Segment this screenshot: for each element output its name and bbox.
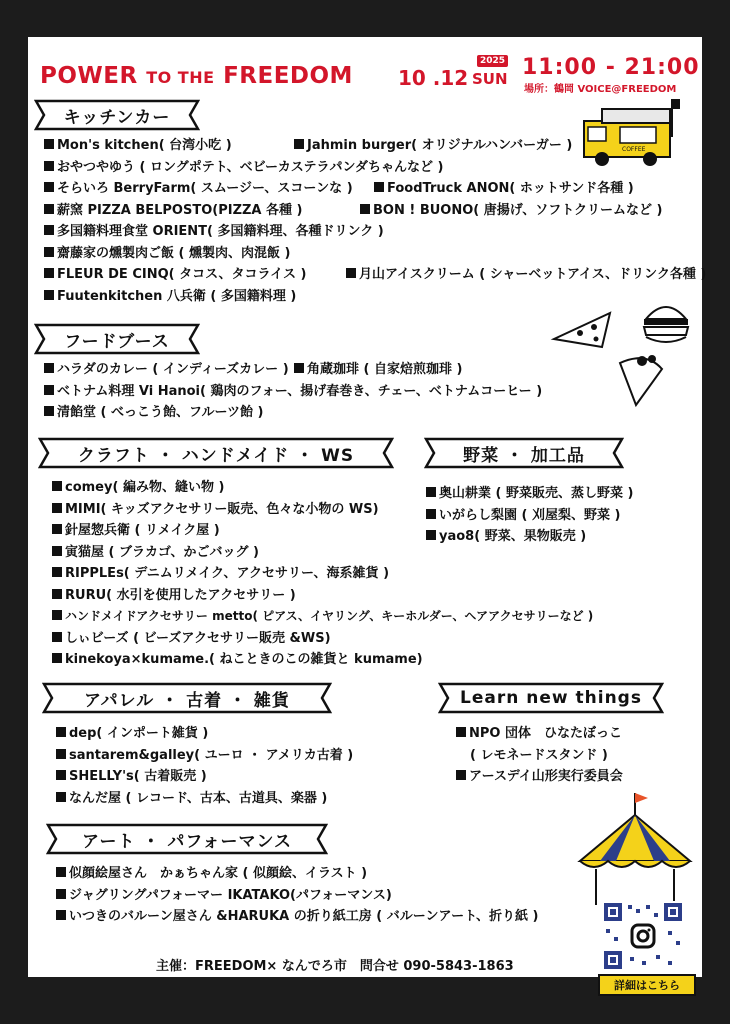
list-item: 針屋惣兵衛 ( リメイク屋 ) — [52, 520, 593, 542]
list-item: 清餡堂 ( べっこう飴、フルーツ飴 ) — [44, 402, 263, 424]
list-item: yao8( 野菜、果物販売 ) — [426, 526, 633, 548]
learn-list — [456, 723, 623, 788]
list-item: kinekoya×kumame.( ねこときのこの雑貨と kumame) — [52, 649, 593, 671]
event-title — [40, 63, 353, 89]
title-freedom: FREEDOM — [223, 63, 353, 89]
flyer-page — [28, 37, 707, 992]
food-illustration — [550, 289, 690, 409]
list-item: NPO 団体 ひなたぼっこ — [456, 723, 623, 745]
art-title: アート ・ パフォーマンス — [82, 831, 292, 852]
list-item: RURU( 水引を使用したアクセサリー ) — [52, 585, 593, 607]
veg-title: 野菜 ・ 加工品 — [463, 445, 585, 466]
list-item: Jahmin burger( オリジナルハンバーガー ) — [294, 135, 572, 157]
header — [40, 55, 700, 95]
art-list — [56, 863, 538, 928]
title-power: POWER — [40, 63, 138, 89]
details-button[interactable]: 詳細はこちら — [598, 974, 696, 996]
kitchen-title: キッチンカー — [63, 107, 171, 128]
event-year: 2025 — [477, 55, 508, 67]
list-item: 齋藤家の燻製肉ご飯 ( 燻製肉、肉混飯 ) — [44, 243, 290, 265]
list-item: ハンドメイドアクセサリー metto( ピアス、イヤリング、キーホルダー、ヘアアクセサリーなど ) — [52, 606, 593, 628]
list-item: MIMI( キッズアクセサリー販売、色々な小物の WS) — [52, 499, 593, 521]
food-banner — [34, 323, 200, 355]
title-to-the: TO THE — [146, 68, 215, 87]
food-truck-illustration — [580, 91, 684, 171]
learn-title: Learn new things — [460, 688, 642, 708]
list-item: 角蔵珈琲 ( 自家焙煎珈琲 ) — [294, 359, 462, 381]
footer-organizer: 主催：FREEDOM× なんでろ市 問合せ 090-5843-1863 — [156, 959, 514, 974]
apparel-banner — [42, 682, 332, 714]
list-item: SHELLY's( 古着販売 ) — [56, 766, 353, 788]
qr-code[interactable] — [602, 901, 684, 971]
list-item: santarem&galley( ユーロ ・ アメリカ古着 ) — [56, 745, 353, 767]
list-item: いつきのバルーン屋さん &HARUKA の折り紙工房 ( バルーンアート、折り紙 ) — [56, 906, 538, 928]
food-list — [44, 359, 542, 424]
craft-title: クラフト ・ ハンドメイド ・ WS — [77, 445, 355, 466]
list-item: 寅猫屋 ( ブラカゴ、かごバッグ ) — [52, 542, 593, 564]
kitchen-banner — [34, 99, 200, 131]
veg-list — [426, 483, 633, 548]
list-item: FLEUR DE CINQ( タコス、タコライス ) — [44, 264, 346, 286]
art-banner — [46, 823, 328, 855]
veg-banner — [424, 437, 624, 469]
truck-sign: COFFEE — [622, 146, 646, 153]
list-item: なんだ屋 ( レコード、古本、古道具、楽器 ) — [56, 788, 353, 810]
list-item-sub: ( レモネードスタンド ) — [470, 747, 608, 763]
list-item: 奥山耕業 ( 野菜販売、蒸し野菜 ) — [426, 483, 633, 505]
list-item: ジャグリングパフォーマー IKATAKO(パフォーマンス) — [56, 885, 538, 907]
list-item: そらいろ BerryFarm( スムージー、スコーンな ) — [44, 178, 374, 200]
apparel-list — [56, 723, 353, 809]
list-item: いがらし梨園 ( 刈屋梨、野菜 ) — [426, 505, 633, 527]
list-item: 似顔絵屋さん かぁちゃん家 ( 似顔絵、イラスト ) — [56, 863, 538, 885]
list-item: RIPPLEs( デニムリメイク、アクセサリー、海系雑貨 ) — [52, 563, 593, 585]
list-item: 月山アイスクリーム ( シャーベットアイス、ドリンク各種 ) — [346, 264, 706, 286]
list-item: 多国籍料理食堂 ORIENT( 多国籍料理、各種ドリンク ) — [44, 221, 384, 243]
event-date: 10 .12 — [398, 66, 469, 90]
list-item: 薪窯 PIZZA BELPOSTO(PIZZA 各種 ) — [44, 200, 360, 222]
learn-banner — [438, 682, 664, 714]
list-item: Fuutenkitchen 八兵衛 ( 多国籍料理 ) — [44, 286, 296, 308]
list-item: アースデイ山形実行委員会 — [456, 766, 623, 788]
list-item: ベトナム料理 Vi Hanoi( 鶏肉のフォー、揚げ春巻き、チェー、ベトナムコーヒー ) — [44, 381, 542, 403]
list-item: comey( 編み物、縫い物 ) — [52, 477, 593, 499]
apparel-title: アパレル ・ 古着 ・ 雑貨 — [84, 690, 290, 711]
list-item: ハラダのカレー ( インディーズカレー ) — [44, 359, 294, 381]
event-venue: 場所：鶴岡 VOICE@FREEDOM — [524, 84, 677, 95]
list-item: しぃビーズ ( ビーズアクセサリー販売 &WS) — [52, 628, 593, 650]
list-item: おやつやゆう ( ロングポテト、ベビーカステラパンダちゃんなど ) — [44, 157, 443, 179]
craft-banner — [38, 437, 394, 469]
list-item: BON ! BUONO( 唐揚げ、ソフトクリームなど ) — [360, 200, 662, 222]
list-item: FoodTruck ANON( ホットサンド各種 ) — [374, 178, 634, 200]
food-title: フードブース — [64, 331, 170, 352]
event-time: 11:00 - 21:00 — [522, 55, 700, 80]
list-item: dep( インポート雑貨 ) — [56, 723, 353, 745]
circus-tent-illustration — [574, 789, 696, 907]
event-weekday: SUN — [472, 70, 508, 88]
list-item: Mon's kitchen( 台湾小吃 ) — [44, 135, 294, 157]
